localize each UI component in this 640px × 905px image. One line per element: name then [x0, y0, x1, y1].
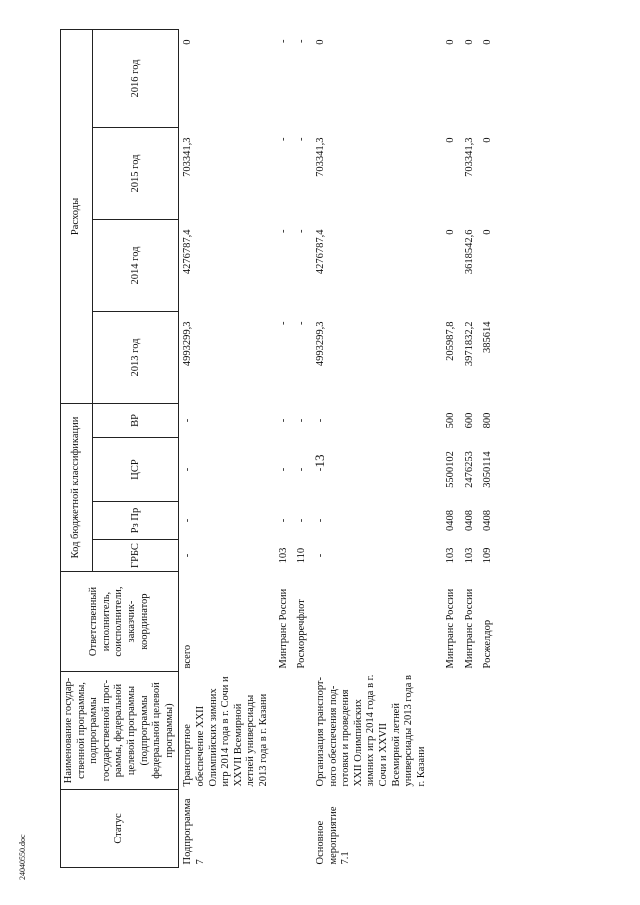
cell-rzpr: - [315, 518, 327, 523]
cell-rzpr: - [182, 518, 194, 523]
cell-grbs: 110 [296, 547, 308, 564]
header-name: Наименование государ-ственной программы, подпрограммы государственной прог-раммы, федеральной целевой программы (подпрограммы федеральной целевой программы) [61, 672, 179, 790]
cell-status [293, 790, 312, 868]
table-row [312, 29, 442, 867]
cell-csr: - [277, 467, 289, 472]
cell-vr: - [182, 418, 194, 423]
cell-grbs: - [315, 553, 327, 558]
cell-status [275, 790, 294, 868]
cell-status [479, 790, 498, 868]
cell-2013: - [296, 321, 308, 325]
cell-2016: 0 [482, 39, 494, 45]
cell-responsible: всего [182, 644, 194, 669]
cell-vr: 500 [445, 412, 457, 429]
cell-rzpr: 0408 [445, 510, 457, 531]
cell-2015: - [296, 137, 308, 141]
cell-csr: - [315, 467, 327, 472]
cell-2014: - [296, 229, 308, 233]
table-row [179, 29, 275, 867]
cell-grbs: - [182, 553, 194, 558]
cell-name [275, 672, 294, 790]
cell-status: Подпрограмма 7 [182, 798, 206, 865]
header-status: Статус [61, 790, 179, 868]
cell-2016: - [296, 39, 308, 43]
cell-rzpr: 0408 [463, 510, 475, 531]
cell-status: Основное мероприятие 7.1 [315, 806, 352, 865]
cell-2015: 0 [482, 137, 494, 143]
cell-name: Транспортное обеспечение XXII Олимпийских зимних игр 2014 года в г. Сочи и XXVII Всемирной летней универсиады 2013 года в г. Казани [182, 676, 269, 787]
header-expenses: Расходы [61, 29, 93, 403]
cell-csr: 5500102 [445, 451, 457, 488]
cell-vr: 800 [482, 412, 494, 429]
cell-2016: 0 [315, 39, 327, 45]
table-row [442, 29, 461, 867]
header-grbs: ГРБС [93, 540, 179, 572]
cell-name [479, 672, 498, 790]
cell-grbs: 103 [445, 547, 457, 564]
cell-2015: 703341,3 [315, 137, 327, 177]
cell-rzpr: - [296, 518, 308, 523]
cell-responsible: Минтранс России [445, 588, 457, 669]
cell-vr: - [296, 418, 308, 423]
cell-2014: 0 [482, 229, 494, 235]
cell-vr: - [315, 418, 327, 423]
cell-vr: - [277, 418, 289, 423]
cell-2016: 0 [445, 39, 457, 45]
cell-2013: 205987,8 [445, 321, 457, 361]
cell-responsible: Росморречфлот [296, 599, 308, 669]
cell-csr: 2476253 [463, 451, 475, 488]
cell-rzpr: 0408 [482, 510, 494, 531]
header-2014: 2014 год [93, 219, 179, 311]
cell-2014: 0 [445, 229, 457, 235]
cell-2016: - [277, 39, 289, 43]
cell-2015: 703341,3 [463, 137, 475, 177]
cell-grbs: 103 [277, 547, 289, 564]
header-2016: 2016 год [93, 29, 179, 127]
cell-name: Организация транспорт-ного обеспечения под-готовки и проведения XXII Олимпийских зимних игр 2014 года в г. Сочи и XXVII Всемирной летней универсиады 2013 года в г. Казани [315, 674, 427, 787]
header-csr: ЦСР [93, 438, 179, 502]
cell-grbs: 103 [463, 547, 475, 564]
header-budget-code: Код бюджетной классификации [61, 403, 93, 571]
page-number: 13 [312, 454, 327, 468]
cell-csr: - [296, 467, 308, 472]
cell-responsible: Минтранс России [463, 588, 475, 669]
header-responsible: Ответственный исполнитель, соисполнители, заказчик-координатор [61, 572, 179, 672]
table-row [293, 29, 312, 867]
cell-2013: 385614 [482, 321, 494, 353]
table-row [479, 29, 498, 867]
table-row [461, 29, 480, 867]
cell-vr: 600 [463, 412, 475, 429]
header-2015: 2015 год [93, 127, 179, 219]
cell-status [442, 790, 461, 868]
cell-grbs: 109 [482, 547, 494, 564]
cell-2013: 3971832,2 [463, 321, 475, 367]
cell-name [461, 672, 480, 790]
cell-2014: 4276787,4 [182, 229, 194, 275]
cell-csr: - [182, 467, 194, 472]
cell-2013: 4993299,3 [182, 321, 194, 367]
cell-2014: - [277, 229, 289, 233]
cell-status [461, 790, 480, 868]
table-row [275, 29, 294, 867]
cell-2015: 703341,3 [182, 137, 194, 177]
header-vr: ВР [93, 403, 179, 437]
cell-rzpr: - [277, 518, 289, 523]
budget-table [60, 29, 498, 868]
cell-name [442, 672, 461, 790]
footer-code: 24040550.doc [18, 834, 27, 880]
header-rzpr: Рз Пр [93, 502, 179, 540]
cell-responsible [312, 572, 442, 672]
cell-responsible: Минтранс России [277, 588, 289, 669]
budget-table-container [60, 30, 570, 868]
cell-2014: 3618542,6 [463, 229, 475, 275]
header-2013: 2013 год [93, 311, 179, 403]
cell-name [293, 672, 312, 790]
cell-responsible: Росжелдор [482, 619, 494, 669]
cell-2016: 0 [182, 39, 194, 45]
cell-2013: - [277, 321, 289, 325]
cell-2016: 0 [463, 39, 475, 45]
cell-2014: 4276787,4 [315, 229, 327, 275]
cell-2015: - [277, 137, 289, 141]
cell-2015: 0 [445, 137, 457, 143]
cell-2013: 4993299,3 [315, 321, 327, 367]
cell-csr: 3050114 [482, 451, 494, 488]
